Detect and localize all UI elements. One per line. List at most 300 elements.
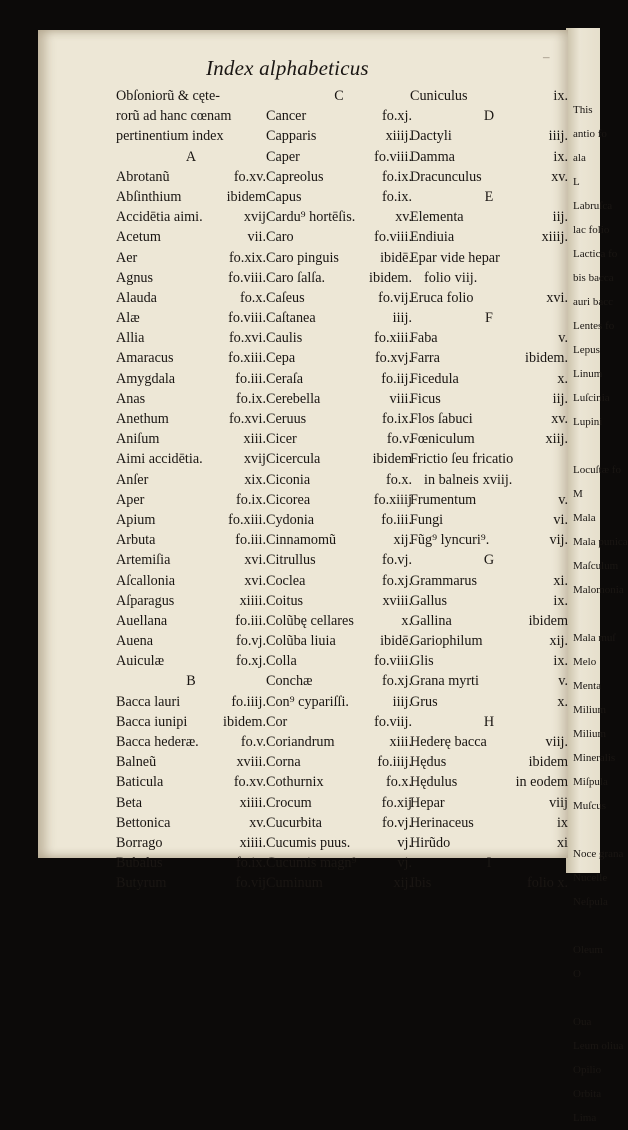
entry-term: Caro ſalſa. <box>266 269 326 286</box>
index-entry <box>116 631 266 651</box>
entry-folio: fo.xj. <box>382 108 412 125</box>
entry-term: Hepar <box>410 794 445 811</box>
entry-term: Aimi accidētia. <box>116 451 203 468</box>
entry-term: Ceruus <box>266 411 307 427</box>
entry-term: Eruca folio <box>410 289 474 306</box>
entry-folio: xvi. <box>546 289 568 306</box>
index-entry <box>410 227 568 247</box>
index-entry <box>410 369 568 389</box>
index-entry <box>266 348 412 368</box>
entry-term: Bacca hederæ. <box>116 734 199 750</box>
index-entry <box>410 671 568 691</box>
index-entry <box>410 692 568 712</box>
entry-term: Ficus <box>410 390 441 407</box>
index-entry <box>410 429 568 449</box>
index-entry <box>410 651 568 671</box>
entry-folio: viij. <box>545 734 568 750</box>
entry-folio: fo.vj. <box>382 814 412 831</box>
entry-term: Crocum <box>266 794 312 811</box>
entry-folio: fo.ix. <box>236 390 266 407</box>
index-entry <box>266 510 412 530</box>
page-edge-mark: – <box>543 49 550 64</box>
index-entry <box>410 752 568 772</box>
index-entry <box>116 449 266 469</box>
entry-term: Fungi <box>410 511 444 528</box>
entry-term: Grus <box>410 693 438 710</box>
entry-folio: ibidem <box>226 188 266 205</box>
index-entry <box>116 853 266 873</box>
entry-folio: iiij. <box>548 128 568 145</box>
entry-term: Colla <box>266 653 297 670</box>
entry-folio: fo.xvj. <box>374 350 412 367</box>
entry-term: Anethum <box>116 411 169 427</box>
entry-term: Cydonia <box>266 511 315 528</box>
entry-term: Obſoniorũ & cęte- <box>116 88 221 104</box>
entry-term: Accidētia aimi. <box>116 209 203 226</box>
index-entry <box>266 167 412 187</box>
index-entry <box>116 833 266 853</box>
index-entry <box>266 752 412 772</box>
index-entry <box>266 449 412 469</box>
entry-folio: v. <box>558 330 568 347</box>
index-entry <box>266 490 412 510</box>
entry-folio: xi <box>556 834 568 851</box>
entry-folio: ibidem. <box>223 713 266 730</box>
letter-heading: C <box>334 88 344 104</box>
index-entry <box>266 328 412 348</box>
index-entry <box>266 611 412 631</box>
entry-term: Damma <box>410 148 455 165</box>
entry-term: Auellana <box>116 612 168 629</box>
entry-folio: fo.iii. <box>381 511 412 528</box>
index-entry <box>116 530 266 550</box>
entry-term: Bubalus <box>116 855 163 872</box>
entry-term: Conchæ <box>266 673 313 690</box>
index-entry <box>266 369 412 389</box>
entry-term: Capparis <box>266 128 317 145</box>
index-entry <box>266 591 412 611</box>
index-entry <box>266 106 412 126</box>
entry-term: Caro <box>266 229 294 246</box>
index-entry <box>266 187 412 207</box>
index-entry <box>410 167 568 187</box>
entry-term: Artemiſia <box>116 552 171 569</box>
entry-folio: vj. <box>397 855 412 872</box>
entry-term: Cicercula <box>266 451 321 468</box>
entry-term: Aer <box>116 249 138 266</box>
index-entry <box>266 793 412 813</box>
index-entry <box>116 510 266 530</box>
index-entry <box>116 732 266 752</box>
entry-term: Faba <box>410 330 438 347</box>
index-entry <box>410 833 568 853</box>
entry-folio: xiiij. <box>541 229 568 246</box>
entry-term: Endiuia <box>410 229 455 246</box>
entry-folio: ibidem <box>528 754 568 771</box>
index-entry <box>410 126 568 146</box>
entry-term: Caulis <box>266 330 303 347</box>
index-entry <box>116 207 266 227</box>
entry-term: Alæ <box>116 310 140 327</box>
index-entry <box>116 813 266 833</box>
entry-term: Hędus <box>410 754 447 771</box>
entry-folio: fo.viii. <box>228 269 266 286</box>
entry-folio: xv. <box>395 209 412 226</box>
entry-folio: ix. <box>553 592 568 609</box>
entry-folio: xiiii. <box>239 834 266 851</box>
index-entry <box>266 389 412 409</box>
entry-folio: ibidē. <box>380 633 412 650</box>
index-entry <box>266 308 412 328</box>
entry-term: Anas <box>116 390 146 407</box>
index-entry <box>410 510 568 530</box>
index-entry <box>410 328 568 348</box>
entry-term: Cepa <box>266 350 296 367</box>
entry-folio: fo.ix. <box>382 168 412 185</box>
index-entry <box>266 248 412 268</box>
index-entry <box>266 470 412 490</box>
index-column-1 <box>116 86 266 894</box>
entry-term: Anſer <box>116 471 149 488</box>
entry-term: Beta <box>116 794 142 811</box>
letter-heading: A <box>185 148 197 165</box>
entry-folio: xij. <box>393 532 412 549</box>
index-entry <box>116 86 266 106</box>
next-page-edge <box>566 28 628 1124</box>
entry-term: rorũ ad hanc cœnam <box>116 108 232 125</box>
index-entry <box>266 853 412 873</box>
index-entry <box>266 530 412 550</box>
entry-term: Allia <box>116 330 145 347</box>
entry-term: Bacca lauri <box>116 693 181 710</box>
entry-folio: xv. <box>249 814 266 831</box>
entry-term: Acetum <box>116 229 161 246</box>
index-entry <box>116 308 266 328</box>
index-entry <box>410 571 568 591</box>
entry-folio: fo.xj. <box>382 673 412 690</box>
entry-folio: ibidē. <box>380 249 412 266</box>
entry-folio: xiii. <box>243 431 266 448</box>
entry-folio: vi. <box>553 511 568 528</box>
entry-folio: fo.vij. <box>378 289 412 306</box>
entry-folio: fo.x. <box>385 774 412 791</box>
entry-folio: fo.viii. <box>228 310 266 327</box>
index-entry <box>266 631 412 651</box>
entry-folio: fo.ix. <box>236 491 266 508</box>
entry-folio: v. <box>558 673 568 690</box>
letter-heading: B <box>186 673 196 690</box>
entry-term: Glis <box>410 653 434 670</box>
entry-folio: xvi. <box>244 552 266 569</box>
entry-term: Baticula <box>116 774 164 791</box>
entry-term: Frictio ſeu fricatio <box>410 451 514 468</box>
entry-term: Herinaceus <box>410 814 474 831</box>
index-entry <box>266 571 412 591</box>
letter-heading: F <box>485 310 493 327</box>
index-entry <box>410 732 568 752</box>
entry-term: Cuniculus <box>410 88 468 104</box>
index-entry <box>116 591 266 611</box>
entry-term: Capreolus <box>266 168 324 185</box>
entry-folio: xvij <box>243 451 266 468</box>
entry-term: Colũbę cellares <box>266 612 354 629</box>
entry-folio: xviii. <box>382 592 412 609</box>
entry-term: Cucurbita <box>266 814 322 831</box>
index-entry <box>116 248 266 268</box>
entry-folio: fo.viii. <box>374 148 412 165</box>
index-entry <box>266 712 412 732</box>
entry-folio: iiij. <box>392 310 412 327</box>
entry-folio: fo.v. <box>386 431 412 448</box>
index-entry <box>116 470 266 490</box>
entry-folio: fo.ix. <box>236 855 266 872</box>
entry-folio: x. <box>401 612 412 629</box>
entry-folio: xvi. <box>244 572 266 589</box>
entry-term: folio <box>424 269 451 286</box>
letter-heading: D <box>483 108 495 125</box>
letter-heading: H <box>483 713 495 730</box>
entry-term: Cucumis magn⁹ <box>266 855 357 872</box>
entry-term: Balneũ <box>116 754 157 771</box>
entry-term: Caſeus <box>266 289 305 306</box>
entry-term: Abrotanũ <box>116 168 170 185</box>
entry-folio: iij. <box>552 390 568 407</box>
entry-term: Capus <box>266 188 302 205</box>
index-entry <box>410 631 568 651</box>
entry-term: Dracunculus <box>410 168 482 185</box>
index-entry <box>116 187 266 207</box>
entry-folio: vj. <box>397 834 412 851</box>
entry-folio: fo.xiiij <box>373 491 412 508</box>
entry-folio: fo.xiii. <box>228 350 266 367</box>
entry-folio: fo.xvi. <box>228 330 266 347</box>
index-entry <box>116 369 266 389</box>
entry-folio: fo.xiii. <box>228 511 266 528</box>
index-entry <box>266 772 412 792</box>
entry-folio: xiiii. <box>239 592 266 609</box>
book-page <box>38 30 568 892</box>
entry-folio: ibidem. <box>369 269 412 286</box>
entry-term: Cuminum <box>266 875 323 892</box>
index-entry <box>266 833 412 853</box>
index-entry <box>116 167 266 187</box>
index-entry <box>116 268 266 288</box>
index-entry <box>266 550 412 570</box>
index-entry <box>266 651 412 671</box>
index-entry <box>266 732 412 752</box>
page-title: Index alphabeticus <box>206 56 369 80</box>
entry-folio: xiiii. <box>239 794 266 811</box>
entry-term: Cor <box>266 713 288 730</box>
entry-folio: fo.vj. <box>236 633 266 650</box>
entry-folio: xiij. <box>545 431 568 448</box>
index-entry <box>266 429 412 449</box>
entry-term: Cinnamomũ <box>266 532 337 549</box>
index-entry-continuation <box>410 268 568 288</box>
entry-term: Con⁹ cypariſſi. <box>266 693 349 710</box>
index-entry <box>116 571 266 591</box>
entry-term: Fœniculum <box>410 431 475 448</box>
index-entry <box>410 611 568 631</box>
entry-folio: fo.viij. <box>374 713 412 730</box>
entry-term: Cothurnix <box>266 774 324 791</box>
index-entry <box>116 227 266 247</box>
index-entry <box>410 813 568 833</box>
index-entry <box>266 409 412 429</box>
entry-folio: fo.iii. <box>235 532 266 549</box>
entry-term: Ceraſa <box>266 370 304 387</box>
index-entry <box>116 550 266 570</box>
entry-folio: fo.xv. <box>233 774 266 791</box>
entry-term: Aſparagus <box>116 592 175 609</box>
entry-term: Citrullus <box>266 552 316 569</box>
index-entry <box>116 752 266 772</box>
entry-folio: xix. <box>244 471 266 488</box>
entry-folio: xij. <box>393 875 412 892</box>
index-entry <box>410 348 568 368</box>
entry-folio: ix. <box>553 148 568 165</box>
entry-folio: fo.iii. <box>235 370 266 387</box>
entry-term: Hirũdo <box>410 834 451 851</box>
index-entry <box>410 147 568 167</box>
entry-term: Bettonica <box>116 814 171 831</box>
entry-folio: fo.xij <box>381 794 412 811</box>
index-entry <box>410 591 568 611</box>
index-entry <box>116 651 266 671</box>
index-entry <box>410 207 568 227</box>
entry-term: Coitus <box>266 592 304 609</box>
entry-term: Hederę bacca <box>410 734 487 750</box>
entry-folio: x. <box>557 693 568 710</box>
entry-term: Farra <box>410 350 440 367</box>
entry-folio: ix. <box>553 88 568 104</box>
entry-folio: vii. <box>247 229 266 246</box>
entry-term: Coriandrum <box>266 734 335 750</box>
entry-folio: fo.x. <box>385 471 412 488</box>
entry-term: Agnus <box>116 269 154 286</box>
entry-term: Hędulus <box>410 774 458 791</box>
entry-folio: fo.xiii. <box>374 330 412 347</box>
entry-folio: fo.vj. <box>382 552 412 569</box>
index-entry <box>410 772 568 792</box>
entry-term: Arbuta <box>116 532 156 549</box>
entry-folio: xiii. <box>389 734 412 750</box>
index-entry <box>116 712 266 732</box>
entry-folio: fo.vij <box>235 875 266 892</box>
entry-term: Grammarus <box>410 572 477 589</box>
entry-term: Ficedula <box>410 370 459 387</box>
entry-folio: xij. <box>549 633 568 650</box>
entry-folio: fo.viii. <box>374 653 412 670</box>
entry-term: Bacca iunipi <box>116 713 188 730</box>
index-entry <box>116 429 266 449</box>
entry-folio: fo.ix. <box>382 188 412 205</box>
entry-term: Caſtanea <box>266 310 316 327</box>
index-column-3 <box>410 86 568 894</box>
index-entry <box>410 490 568 510</box>
index-entry <box>266 873 412 893</box>
letter-heading: G <box>483 552 495 569</box>
next-page-text: This antio fo ala L Labruſca lac folio Lactica fo bis bacca auri bacc Lentes fo Lepus Linum Luſcinia Lupini Locuſtæ fo M Mala Mala punica Maſculum Malomonia Mala muſ Melo Menta Milium Milium Mineralis Miſpula Muſcus Noce grana Nucelle Neſpula Oleum O Oua Leum oliua Opilio Orbita Lima <box>573 104 628 1124</box>
index-entry <box>116 106 266 126</box>
entry-term: Caper <box>266 148 300 165</box>
entry-folio: ix <box>556 814 568 831</box>
entry-term: Auena <box>116 633 154 650</box>
entry-folio: fo.iii. <box>235 612 266 629</box>
entry-folio: iij. <box>552 209 568 226</box>
entry-folio: fo.iiij. <box>231 693 266 710</box>
index-entry <box>266 813 412 833</box>
index-entry <box>116 490 266 510</box>
index-entry <box>116 126 266 146</box>
index-entry <box>116 873 266 893</box>
entry-folio: xviij. <box>482 471 513 488</box>
entry-term: pertinentium index <box>116 128 224 145</box>
index-entry <box>116 288 266 308</box>
index-entry <box>410 873 568 893</box>
index-entry <box>116 348 266 368</box>
entry-folio: fo.x. <box>239 289 266 306</box>
entry-folio: fo.v. <box>240 734 266 750</box>
entry-folio: xv. <box>551 168 568 185</box>
entry-term: Apium <box>116 511 156 528</box>
entry-term: Colũba liuia <box>266 633 336 650</box>
entry-folio: fo.xj. <box>236 653 266 670</box>
entry-term: Aniſum <box>116 431 160 448</box>
index-entry <box>266 227 412 247</box>
entry-term: Corna <box>266 754 301 771</box>
entry-folio: vij. <box>549 532 568 549</box>
index-entry <box>410 793 568 813</box>
entry-folio: fo.viii. <box>374 229 412 246</box>
entry-term: Cerebella <box>266 390 321 407</box>
entry-term: Gallus <box>410 592 448 609</box>
index-entry <box>266 268 412 288</box>
entry-folio: fo.xvi. <box>228 411 266 427</box>
index-entry <box>266 692 412 712</box>
index-column-2 <box>266 86 412 894</box>
entry-term: Auiculæ <box>116 653 165 670</box>
index-entry <box>266 671 412 691</box>
entry-term: Amaracus <box>116 350 174 367</box>
index-entry <box>116 409 266 429</box>
entry-folio: xvij <box>243 209 266 226</box>
index-entry <box>266 126 412 146</box>
index-entry <box>410 389 568 409</box>
entry-term: Ciconia <box>266 471 311 488</box>
entry-folio: viij. <box>454 269 478 286</box>
entry-folio: iiij. <box>392 693 412 710</box>
entry-folio: in eodem <box>515 774 568 791</box>
entry-term: Aſcallonia <box>116 572 176 589</box>
entry-folio: ibidem <box>372 451 412 468</box>
entry-folio: v. <box>558 491 568 508</box>
entry-folio: fo.xix. <box>228 249 266 266</box>
entry-term: Cancer <box>266 108 307 125</box>
index-entry <box>410 409 568 429</box>
index-entry-continuation <box>410 470 568 490</box>
entry-folio: xi. <box>553 572 568 589</box>
index-entry <box>116 611 266 631</box>
index-entry <box>410 530 568 550</box>
index-entry <box>410 288 568 308</box>
entry-term: Aper <box>116 491 145 508</box>
entry-folio: viij <box>549 794 568 811</box>
entry-term: Cucumis puus. <box>266 834 351 851</box>
letter-heading: E <box>484 188 494 205</box>
entry-term: Alauda <box>116 289 157 306</box>
entry-folio: ix. <box>553 653 568 670</box>
